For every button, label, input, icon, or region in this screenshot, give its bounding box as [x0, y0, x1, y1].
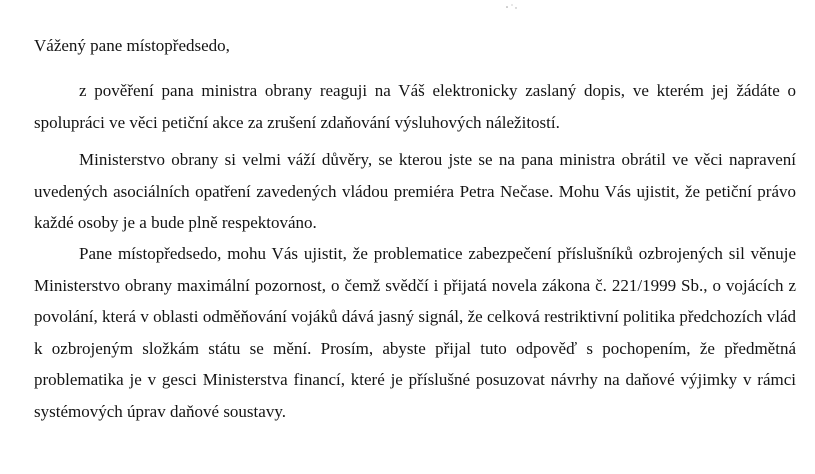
- salutation: Vážený pane místopředsedo,: [34, 36, 230, 55]
- paragraph-1: z pověření pana ministra obrany reaguji na Váš elektronicky zaslaný dopis, ve kterém jej žádáte o spolupráci ve věci petiční akce za zrušení zdaňování výsluhových náležitostí.: [34, 81, 796, 132]
- scan-artifact: [505, 2, 519, 10]
- paragraph-2: Ministerstvo obrany si velmi váží důvěry, se kterou jste se na pana ministra obrátil ve věci napravení uvedených asociálních opatření zavedených vládou premiéra Petra Nečase. Mohu Vás ujistit, že petiční právo každé osoby je a bude plně respektováno.: [34, 150, 796, 232]
- paragraph-3: Pane místopředsedo, mohu Vás ujistit, že problematice zabezpečení příslušníků ozbrojených sil věnuje Ministerstvo obrany maximální pozornost, o čemž svědčí i přijatá novela zákona č. 221/1999 Sb., o vojácích z povolání, která v oblasti odměňování vojáků dává jasný signál, že celková restriktivní politika předchozích vlád k ozbrojeným složkám státu se mění. Prosím, abyste přijal tuto odpověď s pochopením, že předmětná problematika je v gesci Ministerstva financí, které je příslušné posuzovat návrhy na daňové výjimky v rámci systémových úprav daňové soustavy.: [34, 244, 796, 421]
